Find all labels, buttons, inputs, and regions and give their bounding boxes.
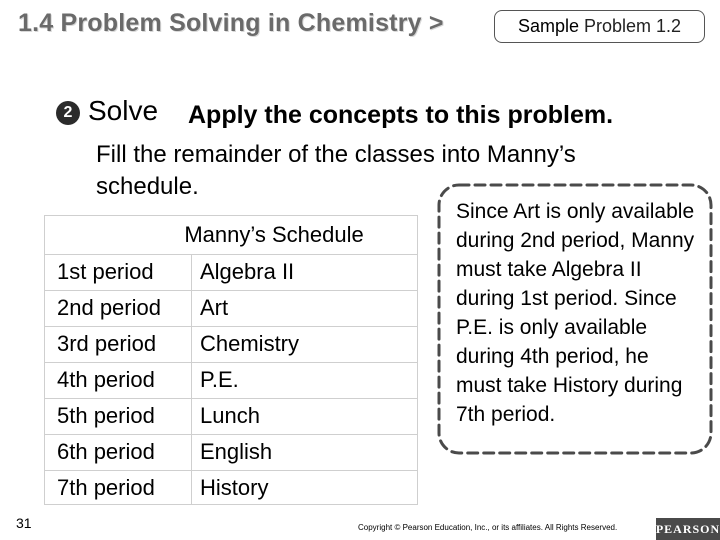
- course-cell: History: [200, 475, 269, 500]
- period-cell: 6th period: [57, 439, 155, 464]
- course-cell: English: [200, 439, 273, 464]
- period-cell: 3rd period: [57, 331, 157, 356]
- callout-text: Since Art is only available during 2nd period, Manny must take Algebra II during 1st period. Since P.E. is only available during 4th period, he must take History during 7th period.: [456, 200, 695, 426]
- period-cell: 7th period: [57, 475, 155, 500]
- course-cell: Lunch: [200, 403, 260, 428]
- table-row: [45, 290, 417, 326]
- course-cell: Algebra II: [200, 259, 295, 284]
- sample-tab-word: Sample: [517, 16, 579, 36]
- sample-problem-tab[interactable]: [494, 10, 705, 43]
- copyright-notice: Copyright © Pearson Education, Inc., or its affiliates. All Rights Reserved.: [358, 523, 618, 532]
- schedule-title: Manny’s Schedule: [184, 222, 364, 247]
- period-cell: 1st period: [57, 259, 154, 284]
- step-label: Solve: [88, 95, 159, 126]
- pearson-logo: PEARSON: [656, 518, 720, 540]
- table-row: [45, 434, 417, 470]
- course-cell: Art: [200, 295, 229, 320]
- table-row: [45, 362, 417, 398]
- section-title: 1.4 Problem Solving in Chemistry >: [18, 9, 444, 37]
- step-description: Apply the concepts to this problem.: [188, 101, 614, 129]
- step-number-badge: 2: [56, 101, 80, 125]
- table-row: [45, 470, 417, 506]
- explanation-callout: [436, 182, 714, 456]
- sample-tab-label: Problem 1.2: [583, 16, 682, 36]
- table-row: [45, 326, 417, 362]
- course-cell: Chemistry: [200, 331, 300, 356]
- period-cell: 5th period: [57, 403, 155, 428]
- table-row: [45, 254, 417, 290]
- period-cell: 2nd period: [57, 295, 161, 320]
- instruction-text: Fill the remainder of the classes into Manny’s schedule.: [96, 141, 576, 200]
- page-number: 31: [16, 515, 32, 531]
- period-cell: 4th period: [57, 367, 155, 392]
- table-row: [45, 398, 417, 434]
- schedule-table: [44, 215, 418, 505]
- course-cell: P.E.: [200, 367, 239, 392]
